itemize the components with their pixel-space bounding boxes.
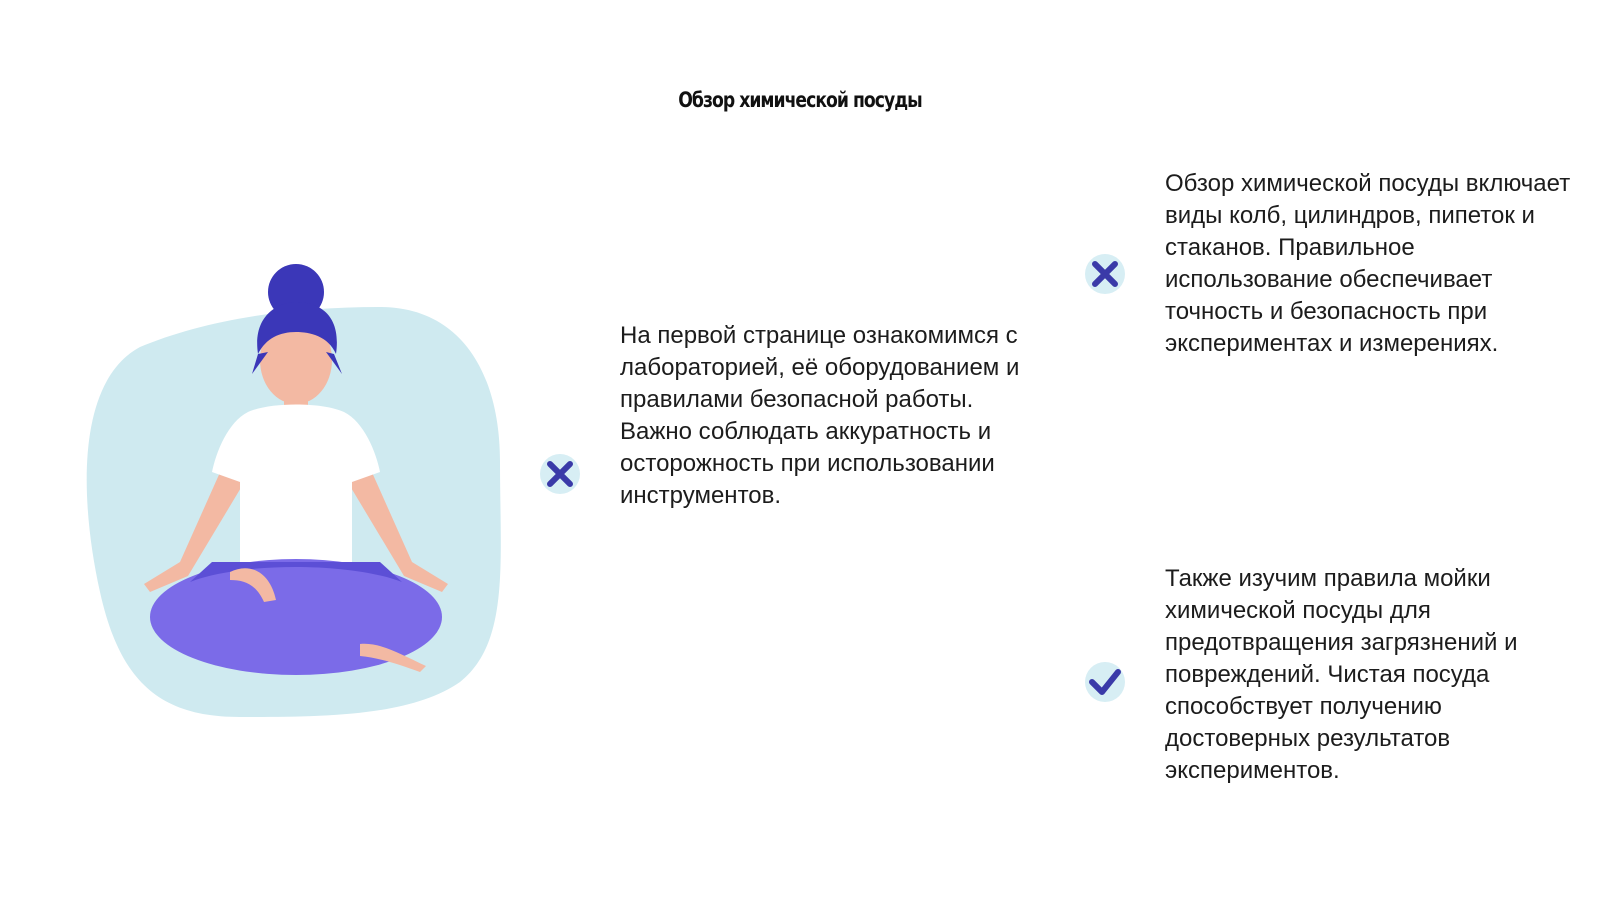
item-text-3: Также изучим правила мойки химической посуды для предотвращения загрязнений и повреждений. Чистая посуда способствует получению достоверных результатов экспериментов. [1165, 565, 1518, 784]
check-marker-3 [1083, 660, 1127, 704]
checkmark-icon [1083, 660, 1127, 704]
item-text-2: Обзор химической посуды включает виды колб, цилиндров, пипеток и стаканов. Правильное использование обеспечивает точность и безопасность при экспериментах и измерениях. [1165, 170, 1571, 357]
cross-marker-2 [1083, 252, 1127, 296]
meditating-woman-image [80, 262, 520, 732]
cross-icon [1083, 252, 1127, 296]
meditation-illustration [80, 262, 520, 732]
cross-marker-1 [538, 452, 582, 496]
cross-icon [538, 452, 582, 496]
slide-title: Обзор химической посуды [678, 88, 922, 112]
item-text-1: На первой странице ознакомимся с лабораторией, её оборудованием и правилами безопасной работы. Важно соблюдать аккуратность и осторожность при использовании инструментов. [620, 322, 1020, 509]
